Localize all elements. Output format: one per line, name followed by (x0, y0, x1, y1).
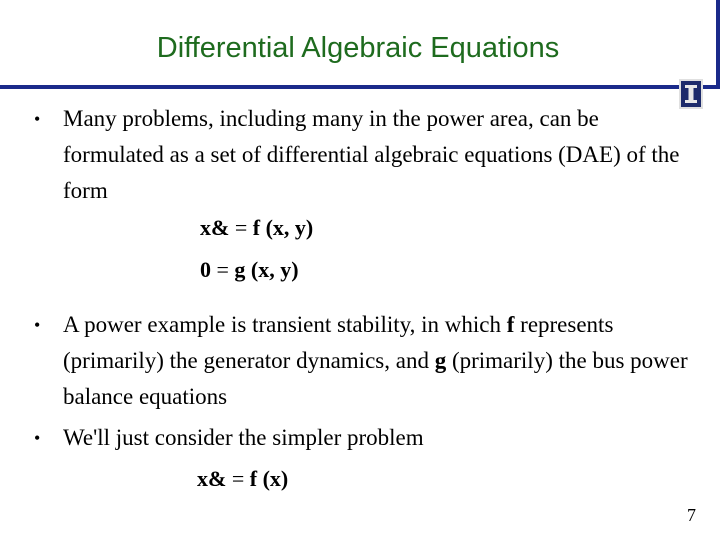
bullet-text-2-part: represents (primarily) the generator dynamics, and (63, 312, 614, 373)
function-args: (x, y) (250, 257, 299, 282)
equals-sign: = (231, 466, 245, 491)
equation-lhs: x& (197, 466, 227, 491)
bullet-glyph: • (34, 315, 41, 335)
slide-title: Differential Algebraic Equations (156, 32, 560, 64)
equation-lhs: 0 (200, 257, 211, 282)
bullet-item-1 (34, 101, 694, 209)
function-f: f (249, 466, 258, 491)
bullet-text-2 (63, 307, 694, 415)
function-args: (x, y) (265, 215, 314, 240)
symbol-g: g (434, 348, 447, 373)
equation-lhs: x& (200, 215, 230, 240)
bullet-text-2-part: A power example is transient stability, in which (63, 312, 507, 337)
equals-sign: = (234, 215, 248, 240)
bullet-glyph: • (34, 428, 41, 448)
bullet-text-3: We'll just consider the simpler problem (63, 425, 424, 450)
symbol-f: f (506, 312, 515, 337)
function-g: g (234, 257, 246, 282)
bullet-text-1: Many problems, including many in the power area, can be formulated as a set of differential algebraic equations (DAE) of the form (63, 106, 680, 203)
bullet-glyph: • (34, 109, 41, 129)
function-f: f (252, 215, 261, 240)
title-bar (0, 0, 720, 89)
function-args: (x) (262, 466, 289, 491)
equation-1 (200, 213, 313, 243)
slide-number: 7 (687, 505, 696, 525)
equation-2 (200, 255, 299, 285)
bullet-text-2-part: (primarily) the bus power balance equations (63, 348, 688, 409)
bullet-item-2 (34, 307, 694, 415)
equation-3 (197, 464, 288, 494)
bullet-item-3 (34, 420, 694, 456)
equals-sign: = (216, 257, 229, 282)
